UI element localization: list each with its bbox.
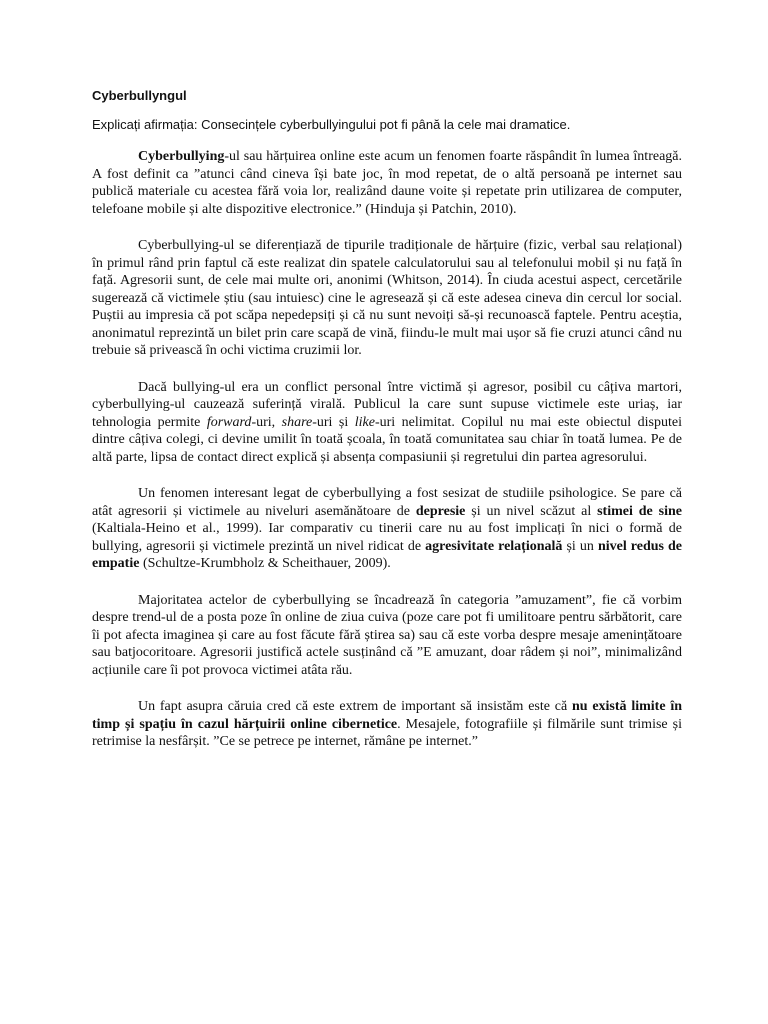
term-agresivitate-relationala: agresivitate relațională bbox=[425, 538, 563, 554]
paragraph-3: Dacă bullying-ul era un conflict personal între victimă și agresor, posibil cu câțiva martori, cyberbullying-ul cauzează suferință virală. Publicul la care sunt supuse victimele este uriaș, iar tehnologia permite forward-uri, share-uri și like-uri nelimitat. Copilul nu mai este obiectul disputei dintre câțiva colegi, ci devine umilit în toată școala, în toată comunitatea sau chiar în toată lumea. Pe de altă parte, lipsa de contact direct explică și absența compasiunii și regretului din partea agresorului. bbox=[92, 379, 682, 465]
term-like: like bbox=[354, 414, 375, 430]
term-share: share bbox=[281, 414, 313, 430]
document-title: Cyberbullyngul bbox=[92, 88, 187, 103]
paragraph-2: Cyberbullying-ul se diferențiază de tipurile tradiționale de hărțuire (fizic, verbal sau relațional) în primul rând prin faptul că este realizat din spatele calculatorului sau al telefonului mobil și nu față în față. Agresorii sunt, de cele mai multe ori, anonimi (Whitson, 2014). În ciuda acestui aspect, cercetările sugerează că victimele știu (sau intuiesc) cine le agresează și că este adesea cineva din cercul lor social. Puștii au impresia că pot scăpa nepedepsiți și că nu sunt nevoiți să-și recunoască faptele. Pentru aceștia, anonimatul reprezintă un bilet prin care scapă de vină, fiindu-le mult mai ușor să fie cruzi atunci când nu trebuie să privească în ochi victima cruzimii lor. bbox=[92, 238, 682, 358]
term-cyberbullying: Cyberbullying bbox=[138, 149, 225, 164]
term-stimei-de-sine: stimei de sine bbox=[597, 503, 682, 519]
term-forward: forward bbox=[206, 414, 252, 430]
paragraph-1: Cyberbullying-ul sau hărțuirea online este acum un fenomen foarte răspândit în lumea întreagă. A fost definit ca ”atunci când cineva își bate joc, în mod repetat, de o altă persoană pe internet sau publică materiale cu acestea fără voia lor, realizând daune voite și repetate prin utilizarea de computer, telefoane mobile și alte dispozitive electronice.” (Hinduja și Patchin, 2010). bbox=[92, 149, 682, 217]
paragraph-4: Un fenomen interesant legat de cyberbullying a fost sesizat de studiile psihologice. Se pare că atât agresorii și victimele au niveluri asemănătoare de depresie și un nivel scăzut al stimei de sine (Kaltiala-Heino et al., 1999). Iar comparativ cu tinerii care nu au fost implicați în nici o formă de bullying, agresorii și victimele prezintă un nivel ridicat de agresivitate relațională și un nivel redus de empatie (Schultze-Krumbholz & Scheithauer, 2009). bbox=[92, 486, 683, 571]
paragraph-6: Un fapt asupra căruia cred că este extrem de important să insistăm este că nu există limite în timp și spațiu în cazul hărțuirii online cibernetice. Mesajele, fotografiile și filmările sunt trimise și retrimise la nesfârșit. ”Ce se petrece pe internet, rămâne pe internet.” bbox=[92, 699, 683, 749]
term-depresie: depresie bbox=[415, 503, 466, 519]
document-subtitle: Explicați afirmația: Consecințele cyberbullyingului pot fi până la cele mai dramatice. bbox=[92, 117, 571, 132]
term-nivel-redus-de-empatie: nivel redus de empatie bbox=[92, 538, 683, 571]
paragraph-5: Majoritatea actelor de cyberbullying se încadrează în categoria ”amuzament”, fie că vorbim despre trend-ul de a posta poze în online de ziua cuiva (poze care pot fi umilitoare pentru sărbătorit, care îi pot afecta imaginea și care au fost făcute fără știrea sa) sau că este vorba despre mesaje amenințătoare sau batjocoritoare. Agresorii justifică actele susținând că ”E amuzant, doar râdem și noi”, minimalizând acțiunile care îi pot provoca victimei atâta rău. bbox=[92, 592, 682, 678]
term-nu-exista-limite: nu există limite în timp și spațiu în cazul hărțuirii online cibernetice bbox=[92, 699, 683, 732]
